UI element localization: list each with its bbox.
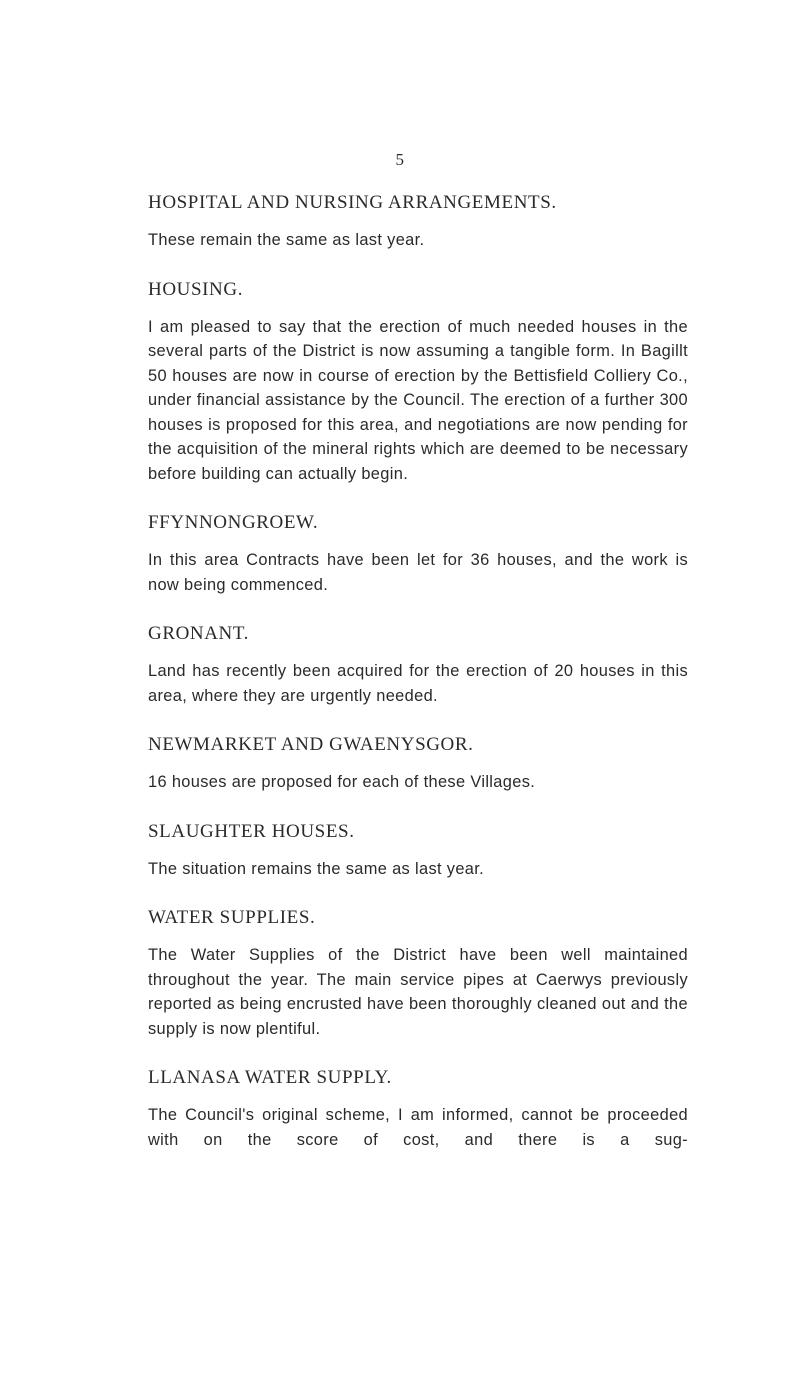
section-heading: GRONANT. xyxy=(148,623,250,644)
section-heading: SLAUGHTER HOUSES. xyxy=(148,820,355,842)
section-water-supplies xyxy=(148,903,688,1041)
section-heading: NEWMARKET AND GWAENYSGOR. xyxy=(148,734,474,755)
section-housing xyxy=(148,275,688,487)
section-llanasa-water-supply xyxy=(148,1063,688,1152)
page-content xyxy=(148,188,688,1174)
section-ffynnongroew xyxy=(148,508,688,597)
page-number: 5 xyxy=(395,150,405,169)
section-heading: HOUSING. xyxy=(148,278,244,300)
section-paragraph: The Water Supplies of the District have been well maintained throughout the year. The main service pipes at Caerwys previously reported as being encrusted have been thoroughly cleaned out and the supply is now plentiful. xyxy=(148,946,688,1038)
section-gronant xyxy=(148,619,688,708)
section-heading: LLANASA WATER SUPPLY. xyxy=(148,1067,392,1088)
section-paragraph: These remain the same as last year. xyxy=(148,231,425,249)
section-newmarket-gwaenysgor xyxy=(148,730,688,795)
section-heading: FFYNNONGROEW. xyxy=(148,512,319,533)
section-paragraph: In this area Contracts have been let for 36 houses, and the work is now being commenced. xyxy=(148,551,688,594)
section-paragraph: 16 houses are proposed for each of these Villages. xyxy=(148,773,536,791)
section-paragraph: The situation remains the same as last year. xyxy=(148,859,485,878)
section-paragraph: I am pleased to say that the erection of much needed houses in the several parts of the District is now assuming a tangible form. In Bagillt 50 houses are now in course of erection by the Bettisfield Colliery Co., under financial assistance by the Council. The erection of a further 300 houses is proposed for this area, and negotiations are now pending for the acquisition of the mineral rights which are deemed to be necessary before building can actually begin. xyxy=(148,317,688,483)
section-hospital-nursing xyxy=(148,188,688,253)
section-paragraph: The Council's original scheme, I am informed, cannot be proceeded with on the score of cost, and there is a sug- xyxy=(148,1106,688,1149)
section-heading: HOSPITAL AND NURSING ARRANGEMENTS. xyxy=(148,192,557,213)
section-paragraph: Land has recently been acquired for the erection of 20 houses in this area, where they are urgently needed. xyxy=(148,662,688,705)
section-slaughter-houses xyxy=(148,817,688,882)
section-heading: WATER SUPPLIES. xyxy=(148,907,316,928)
